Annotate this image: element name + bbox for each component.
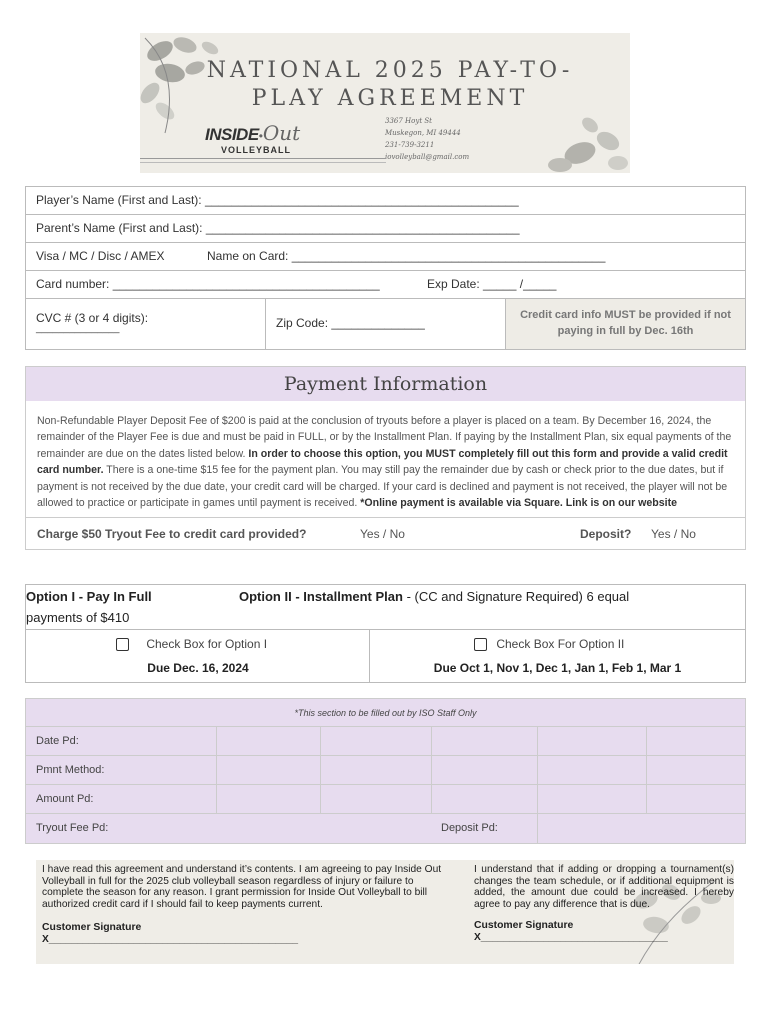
cvc-label: CVC # (3 or 4 digits): xyxy=(36,311,149,325)
option-two-checkbox-row[interactable] xyxy=(474,637,624,651)
exp-date-field[interactable]: Exp Date: _____ /_____ xyxy=(427,277,557,291)
option-two-payment-amount: payments of $410 xyxy=(26,610,130,625)
option-one-checkbox-label: Check Box for Option I xyxy=(146,637,268,651)
page-title: NATIONAL 2025 PAY-TO- PLAY AGREEMENT xyxy=(206,58,574,111)
divider xyxy=(140,158,386,159)
zip-code-field[interactable] xyxy=(266,299,506,349)
staff-only-heading: *This section to be filled out by ISO Staff Only xyxy=(26,699,745,727)
option-two-checkbox[interactable] xyxy=(474,638,487,651)
deposit-paid-label: Deposit Pd: xyxy=(441,822,498,834)
parent-name-label: Parent’s Name (First and Last): _______________________________________________ xyxy=(36,221,520,235)
deposit-yes-no-options[interactable]: Yes / No xyxy=(651,527,696,542)
header-banner xyxy=(140,33,630,173)
payment-method-label: Pmnt Method: xyxy=(36,764,105,776)
option-two-due-dates: Due Oct 1, Nov 1, Dec 1, Jan 1, Feb 1, Mar 1 xyxy=(433,661,682,675)
cvc-line: _______________ xyxy=(36,323,120,334)
name-on-card-field[interactable]: Name on Card: _______________________________________________ xyxy=(207,249,606,263)
payment-options-section xyxy=(25,584,746,683)
date-paid-row xyxy=(26,727,745,756)
parent-name-field[interactable] xyxy=(26,215,745,243)
payment-terms-paragraph: Non-Refundable Player Deposit Fee of $200 is paid at the conclusion of tryouts before a player is placed on a team. By December 16, 2024, the remainder of the Player Fee is due and must be paid in FULL, or by the Installment Plan. If paying by the Installment Plan, six equal payments of the remainder are due on the dates listed below. In order to choose this option, you MUST completely fill out this form and provide a valid credit card number. There is a one-time $15 fee for the payment plan. You may still pay the remainder due by cash or check prior to the due dates, but if payment is not received by the due date, your credit card will be charged. If your card is declined and payment is not received, the player will not be allowed to practice or participate in games until payment is received. *Online payment is available via Square. Link is on our website xyxy=(37,415,732,510)
zip-code-label: Zip Code: ______________ xyxy=(276,316,425,330)
charge-tryout-fee-label: Charge $50 Tryout Fee to credit card provided? xyxy=(37,527,307,542)
tryout-fee-paid-row xyxy=(26,814,745,843)
tryout-fee-paid-label: Tryout Fee Pd: xyxy=(36,822,109,834)
option-one-due-date: Due Dec. 16, 2024 xyxy=(147,661,249,675)
eucalyptus-leaves-decoration-right xyxy=(520,103,630,173)
card-type-row xyxy=(26,243,745,271)
payment-options-checkboxes xyxy=(26,630,745,682)
agreement-section xyxy=(36,860,734,964)
cvc-zip-row xyxy=(26,299,745,349)
customer-signature-label: Customer Signature xyxy=(42,922,142,934)
inside-out-volleyball-logo: INSIDE•Out VOLLEYBALL xyxy=(205,121,315,155)
payment-information-section xyxy=(25,366,746,550)
card-number-row xyxy=(26,271,745,299)
divider xyxy=(140,162,386,163)
tryout-fee-row xyxy=(26,517,745,549)
cvc-field[interactable] xyxy=(26,299,266,349)
staff-only-table xyxy=(25,698,746,844)
option-one-title: Option I - Pay In Full xyxy=(26,589,152,604)
contact-address: 3367 Hoyt St Muskegon, MI 49444 231-739-3211 iovolleyball@gmail.com xyxy=(385,117,470,161)
option-two-checkbox-label: Check Box For Option II xyxy=(496,637,625,651)
option-one-checkbox[interactable] xyxy=(116,638,129,651)
deposit-label: Deposit? xyxy=(580,527,632,542)
logo-inside-text: INSIDE xyxy=(205,125,259,144)
option-two-cell xyxy=(370,630,745,682)
payment-information-heading: Payment Information xyxy=(26,367,745,401)
amount-paid-row xyxy=(26,785,745,814)
payment-options-header xyxy=(26,585,745,630)
customer-signature-line[interactable]: X____________________________________________ xyxy=(42,933,299,945)
player-name-field[interactable] xyxy=(26,187,745,215)
card-number-field[interactable]: Card number: ________________________________________ xyxy=(36,277,380,291)
additional-charges-text: I understand that if adding or dropping a tournament(s) changes the team schedule, or if additional equipment is added, the amount due could be increased. I hereby agree to pay any difference that is due. xyxy=(474,864,734,910)
player-name-label: Player’s Name (First and Last): _______________________________________________ xyxy=(36,193,519,207)
option-one-checkbox-row[interactable] xyxy=(116,637,267,651)
option-one-cell xyxy=(26,630,370,682)
logo-volleyball-text: VOLLEYBALL xyxy=(221,145,291,155)
card-types-label: Visa / MC / Disc / AMEX xyxy=(36,249,165,263)
date-paid-label: Date Pd: xyxy=(36,735,79,747)
charge-yes-no-options[interactable]: Yes / No xyxy=(360,527,405,542)
agreement-left-column xyxy=(42,864,446,946)
cc-required-note: Credit card info MUST be provided if not paying in full by Dec. 16th xyxy=(506,299,745,349)
option-two-title: Option II - Installment Plan - (CC and Signature Required) 6 equal xyxy=(239,589,630,604)
customer-signature-line-right[interactable]: X_________________________________ xyxy=(474,931,668,943)
agreement-right-column xyxy=(474,864,734,944)
player-info-form xyxy=(25,186,746,350)
payment-method-row xyxy=(26,756,745,785)
customer-signature-label-right: Customer Signature xyxy=(474,920,574,932)
amount-paid-label: Amount Pd: xyxy=(36,793,94,805)
logo-out-text: Out xyxy=(262,121,301,145)
agreement-text: I have read this agreement and understand it’s contents. I am agreeing to pay Inside Out Volleyball in full for the 2025 club volleyball season regardless of injury or failure to complete the season for any reason. I grant permission for Inside Out Volleyball to bill authorized credit card if I should fail to keep payments current. xyxy=(42,864,442,910)
